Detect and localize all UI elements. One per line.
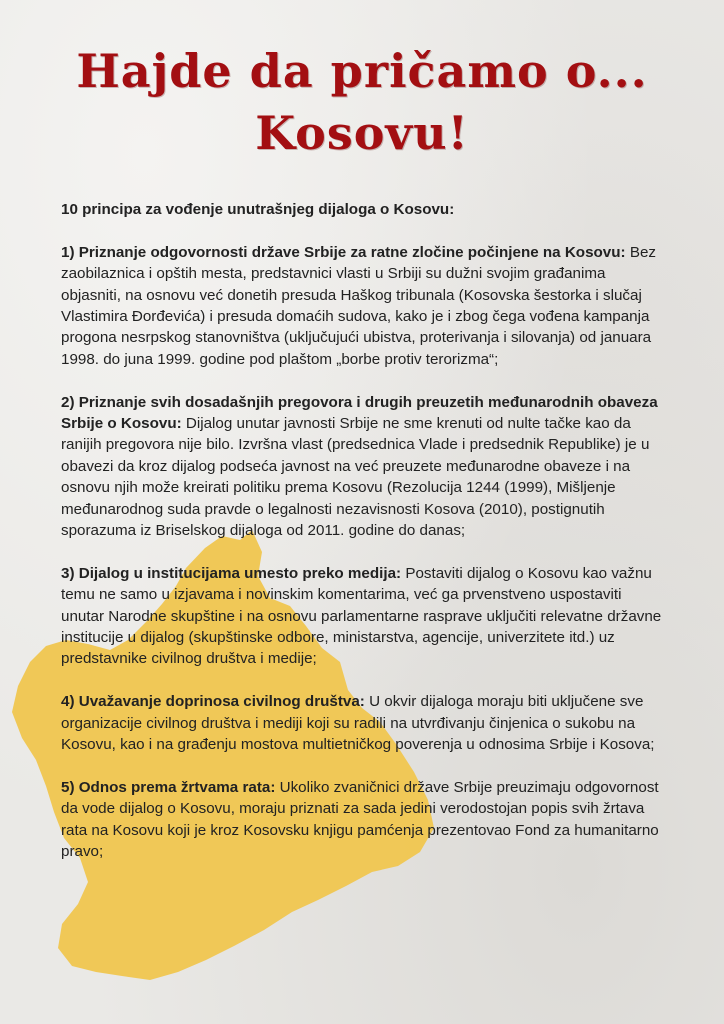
principle-2-body: Dijalog unutar javnosti Srbije ne sme krenuti od nulte tačke kao da ranijih pregovora nije bilo. Izvršna vlast (predsednica Vlade i predsednik Republike) je u obavezi da kroz dijalog podseća javnost na već preuzete međunarodne obaveze i na osnovu njih može kreirati politiku prema Kosovu (Rezolucija 1244 (1999), Mišljenje međunarodnog suda pravde o legalnosti nezavisnosti Kosova (2010), postignutih sporazuma iz Briselskog dijaloga od 2011. godine do danas; [61,415,650,540]
principle-4-body: U okvir dijaloga moraju biti uključene sve organizacije civilnog društva i mediji koji su radili na utvrđivanju činjenica o sukobu na Kosovu, kao i na građenju mostova multietničkog poverenja u odnosima Srbije i Kosova; [61,693,655,754]
title-line-2: Kosovu! [255,106,469,160]
principle-2-heading: 2) Priznanje svih dosadašnjih pregovora i drugih preuzetih međunarodnih obaveza Srbije o Kosovu: [61,393,658,433]
principle-3 [61,563,666,670]
title-line-1: Hajde da pričamo o... [76,44,648,98]
document-body [61,199,666,884]
principle-3-heading: 3) Dijalog u institucijama umesto preko medija: [61,564,402,582]
intro-heading: 10 principa za vođenje unutrašnjeg dijaloga o Kosovu: [61,201,455,218]
principle-4-heading: 4) Uvažavanje doprinosa civilnog društva: [61,693,365,711]
principle-2 [61,392,666,542]
principle-5-body: Ukoliko zvaničnici države Srbije preuzimaju odgovornost da vode dijalog o Kosovu, moraju priznati za sada jedini verodostojan popis svih žrtava rata na Kosovu koji je kroz Kosovsku knjigu pamćenja prezentovao Fond za humanitarno pravo; [61,778,659,861]
principle-1-heading: 1) Priznanje odgovornosti države Srbije za ratne zločine počinjene na Kosovu: [61,243,626,261]
principle-1 [61,242,666,370]
principle-5-heading: 5) Odnos prema žrtvama rata: [61,778,276,796]
principle-1-body: Bez zaobilaznica i opštih mesta, predstavnici vlasti u Srbiji su dužni svojim građanima objasniti, na osnovu već donetih presuda Haškog tribunala (Kosovska šestorka i slučaj Vlastimira Đorđevića) i presuda domaćih sudova, kako je i zbog čega vođena kampanja progona nesrpskog stanovništva (uključujući ubistva, proterivanja i silovanja) od januara 1998. do juna 1999. godine pod plaštom „borbe protiv terorizma“; [61,243,656,368]
principle-3-body: Postaviti dijalog o Kosovu kao važnu temu ne samo u izjavama i novinskim komentarima, već ga prvenstveno uspostaviti unutar Narodne skupštine i na osnovu parlamentarne rasprave uključiti relevatne državne institucije u dijalog (skupštinske odbore, ministarstva, agencije, univerzitete itd.) uz predstavnike civilnog društva i medije; [61,564,662,668]
page-title [0,40,724,164]
principle-4 [61,691,666,755]
principle-5 [61,777,666,863]
